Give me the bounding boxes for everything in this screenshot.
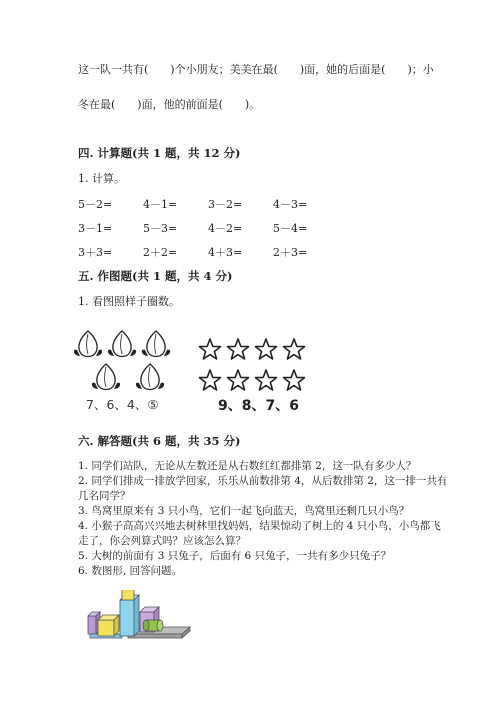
calc-cell: 3－1= [78,222,113,235]
peach-icon [74,331,102,357]
section-4-q1: 1. 计算。 [78,172,125,185]
calc-cell: 3－2= [208,198,243,211]
calc-cell: 5－4= [273,222,308,235]
star-icon [228,339,249,359]
question-line-2: 冬在最( )面，他的前面是( )。 [78,98,261,111]
calc-cell: 4－2= [208,222,243,235]
question-line-1: 这一队一共有( )个小朋友；美美在最( )面，她的后面是( )；小 [78,63,434,76]
star-icon [284,339,305,359]
calc-cell: 2＋3= [273,246,308,259]
calc-cell: 3＋3= [78,246,113,259]
answer-line: 1. 同学们站队，无论从左数还是从右数红红都排第 2，这一队有多少人？ [78,460,417,472]
solid-shapes-figure [76,590,196,644]
peach-icon [142,331,170,357]
section-5-title: 五. 作图题(共 1 题，共 4 分) [78,269,233,283]
star-icon [256,339,277,359]
answer-line: 4. 小猴子高高兴兴地去树林里找妈妈，结果惊动了树上的 4 只小鸟，小鸟都飞 [78,520,441,532]
star-icon [228,370,249,390]
star-icon [284,370,305,390]
blue-cuboid-shape [120,600,134,636]
answer-line: 几名同学？ [78,490,131,502]
calc-cell: 4＋3= [208,246,243,259]
calc-cell: 5－3= [143,222,178,235]
section-6-title: 六. 解答题(共 6 题，共 35 分) [78,434,241,448]
answer-line: 2. 同学们排成一排放学回家，乐乐从前数排第 4，从后数排第 2，这一排一共有 [78,475,448,487]
answer-line: 3. 鸟窝里原来有 3 只小鸟，它们一起飞向蓝天，鸟窝里还剩几只小鸟？ [78,505,410,517]
answer-line: 6. 数图形, 回答问题。 [78,565,183,577]
stars-figure [196,336,312,414]
calc-cell: 2＋2= [143,246,178,259]
star-icon [200,370,221,390]
peach-icon [92,364,120,390]
purple-cuboid-shape [88,616,96,634]
answer-line: 走了，你会列算式吗？应该怎么算？ [78,535,246,547]
peach-icon [108,331,136,357]
star-icon [200,339,221,359]
section-4-title: 四. 计算题(共 1 题，共 12 分) [78,146,241,160]
star-icon [256,370,277,390]
calc-cell: 4－3= [273,198,308,211]
section-5-q1: 1. 看图照样子圈数。 [78,295,180,308]
peaches-caption: 7、6、4、⑤ [86,397,159,412]
answer-line: 5. 大树的前面有 3 只兔子，后面有 6 只兔子，一共有多少只兔子？ [78,550,392,562]
stars-caption: 9、8、7、6 [218,398,299,414]
peaches-figure [72,328,184,413]
calc-cell: 4－1= [143,198,178,211]
calc-cell: 5－2= [78,198,113,211]
yellow-cube-shape [98,620,114,636]
peach-icon [136,364,164,390]
